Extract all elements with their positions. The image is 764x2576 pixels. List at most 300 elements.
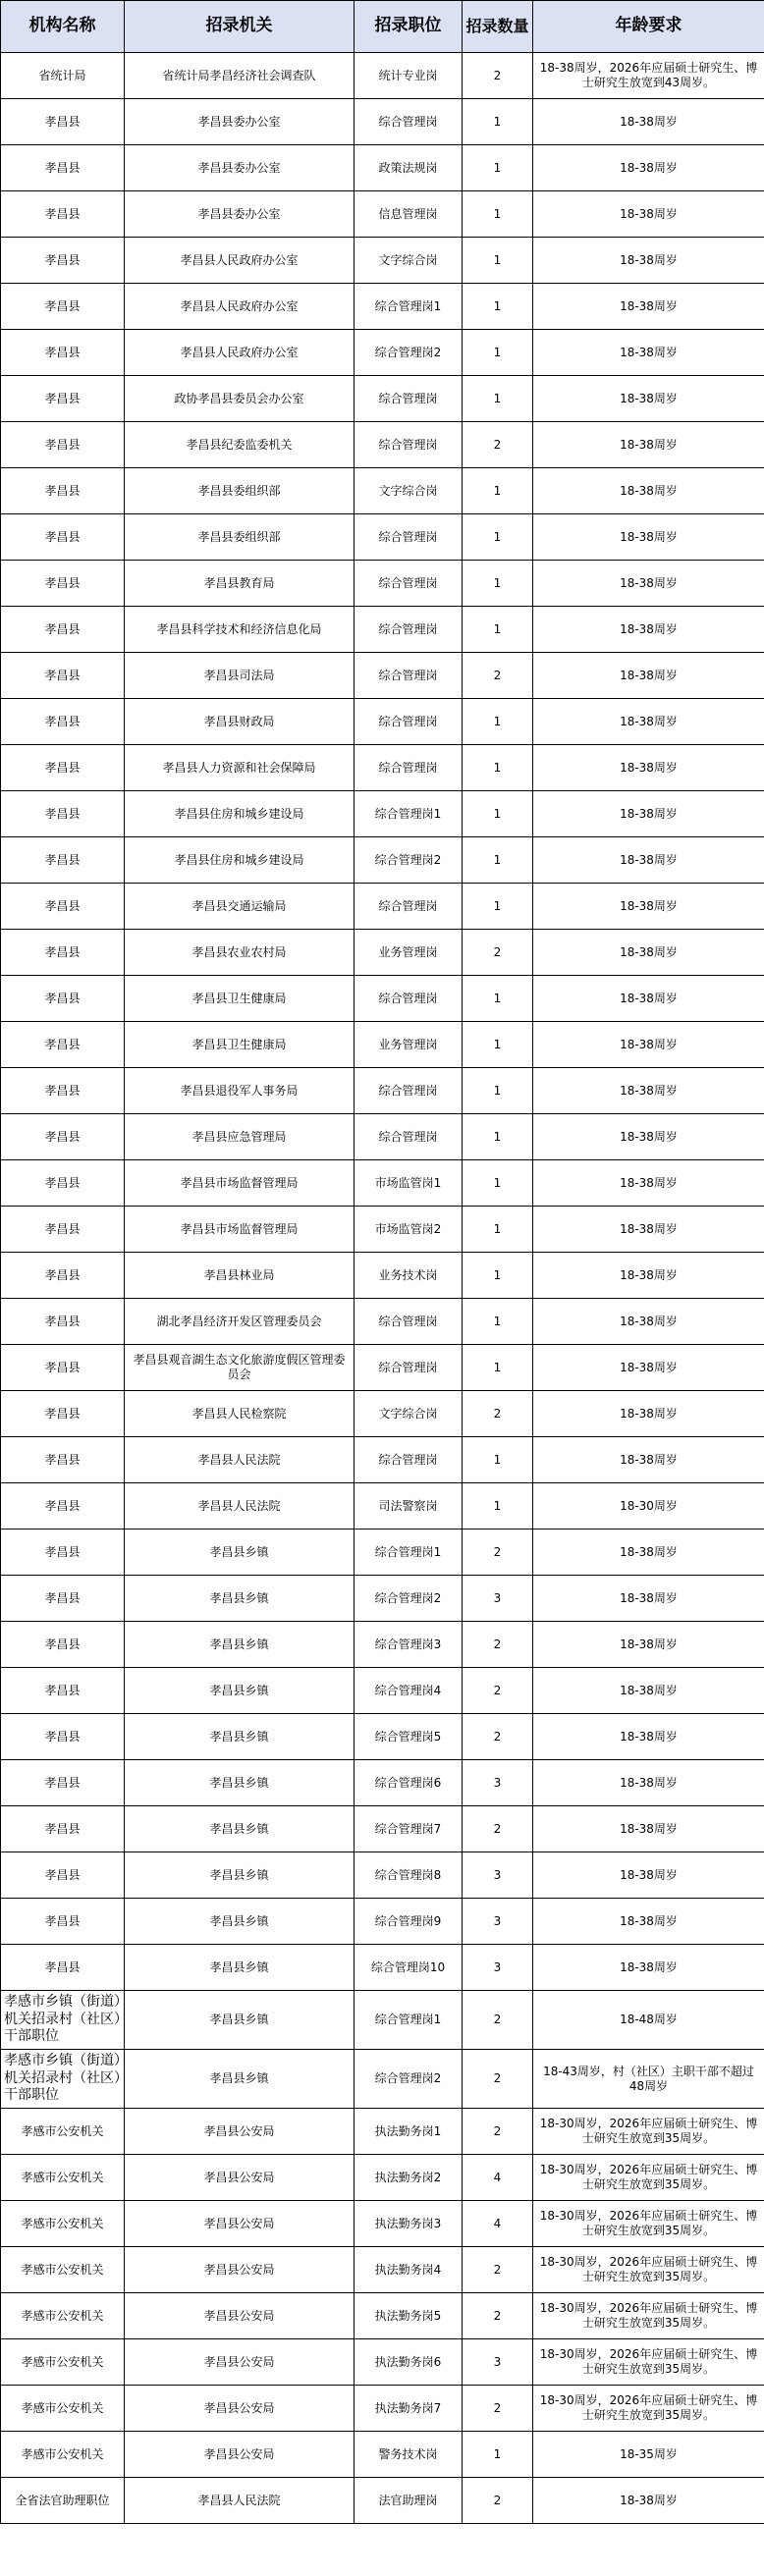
cell-agency: 孝昌县人民政府办公室: [125, 330, 355, 376]
cell-agency: 孝昌县司法局: [125, 653, 355, 699]
cell-count: 1: [463, 607, 533, 653]
cell-position: 执法勤务岗5: [355, 2293, 463, 2339]
cell-age: 18-38周岁: [533, 1945, 764, 1991]
table-row: [1, 1160, 764, 1207]
cell-position: 综合管理岗2: [355, 2050, 463, 2109]
cell-count: 2: [463, 2386, 533, 2432]
cell-org: 孝昌县: [1, 1945, 125, 1991]
cell-position: 执法勤务岗3: [355, 2201, 463, 2247]
table-row: [1, 53, 764, 99]
cell-position: 综合管理岗9: [355, 1899, 463, 1945]
cell-position: 综合管理岗: [355, 699, 463, 745]
cell-age: 18-38周岁: [533, 376, 764, 422]
cell-age: 18-38周岁: [533, 653, 764, 699]
cell-position: 综合管理岗: [355, 376, 463, 422]
table-row: [1, 1437, 764, 1483]
cell-count: 1: [463, 1068, 533, 1114]
cell-count: 1: [463, 699, 533, 745]
cell-position: 综合管理岗10: [355, 1945, 463, 1991]
cell-age: 18-38周岁: [533, 1852, 764, 1899]
table-row: [1, 1622, 764, 1668]
table-row: [1, 2339, 764, 2386]
cell-org: 孝昌县: [1, 791, 125, 837]
cell-position: 业务技术岗: [355, 1253, 463, 1299]
table-row: [1, 930, 764, 976]
cell-agency: 省统计局孝昌经济社会调查队: [125, 53, 355, 99]
cell-position: 法官助理岗: [355, 2478, 463, 2524]
cell-age: 18-38周岁: [533, 191, 764, 238]
cell-agency: 孝昌县卫生健康局: [125, 1022, 355, 1068]
cell-agency: 孝昌县教育局: [125, 561, 355, 607]
cell-count: 1: [463, 1114, 533, 1160]
cell-age: 18-38周岁: [533, 976, 764, 1022]
table-row: [1, 607, 764, 653]
table-row: [1, 1899, 764, 1945]
cell-position: 综合管理岗1: [355, 791, 463, 837]
cell-agency: 孝昌县乡镇: [125, 1945, 355, 1991]
cell-count: 1: [463, 1437, 533, 1483]
cell-agency: 孝昌县住房和城乡建设局: [125, 837, 355, 884]
cell-agency: 孝昌县公安局: [125, 2155, 355, 2201]
cell-count: 1: [463, 745, 533, 791]
cell-age: 18-38周岁: [533, 1714, 764, 1760]
cell-age: 18-35周岁: [533, 2432, 764, 2478]
cell-agency: 孝昌县人力资源和社会保障局: [125, 745, 355, 791]
table-row: [1, 791, 764, 837]
cell-count: 1: [463, 284, 533, 330]
table-row: [1, 2201, 764, 2247]
cell-position: 综合管理岗5: [355, 1714, 463, 1760]
cell-org: 孝昌县: [1, 1022, 125, 1068]
table-row: [1, 514, 764, 561]
cell-agency: 孝昌县乡镇: [125, 1899, 355, 1945]
table-row: [1, 468, 764, 514]
cell-position: 综合管理岗1: [355, 1530, 463, 1576]
cell-org: 孝感市乡镇（街道）机关招录村（社区）干部职位: [1, 1991, 125, 2050]
cell-org: 孝昌县: [1, 1391, 125, 1437]
cell-position: 综合管理岗8: [355, 1852, 463, 1899]
cell-age: 18-38周岁: [533, 1160, 764, 1207]
cell-position: 综合管理岗2: [355, 1576, 463, 1622]
cell-agency: 孝昌县财政局: [125, 699, 355, 745]
cell-count: 3: [463, 2339, 533, 2386]
cell-org: 孝昌县: [1, 1714, 125, 1760]
cell-org: 孝昌县: [1, 1253, 125, 1299]
cell-position: 综合管理岗: [355, 976, 463, 1022]
table-row: [1, 422, 764, 468]
cell-agency: 孝昌县农业农村局: [125, 930, 355, 976]
cell-org: 孝昌县: [1, 468, 125, 514]
table-row: [1, 1207, 764, 1253]
cell-age: 18-30周岁，2026年应届硕士研究生、博士研究生放宽到35周岁。: [533, 2155, 764, 2201]
cell-age: 18-38周岁: [533, 1345, 764, 1391]
cell-position: 综合管理岗: [355, 514, 463, 561]
cell-org: 全省法官助理职位: [1, 2478, 125, 2524]
cell-age: 18-38周岁: [533, 1530, 764, 1576]
table-row: [1, 699, 764, 745]
cell-position: 市场监管岗1: [355, 1160, 463, 1207]
cell-age: 18-38周岁: [533, 884, 764, 930]
cell-count: 1: [463, 791, 533, 837]
table-row: [1, 376, 764, 422]
cell-age: 18-38周岁，2026年应届硕士研究生、博士研究生放宽到43周岁。: [533, 53, 764, 99]
cell-position: 统计专业岗: [355, 53, 463, 99]
cell-org: 孝昌县: [1, 99, 125, 145]
cell-agency: 孝昌县乡镇: [125, 1806, 355, 1852]
cell-count: 3: [463, 1899, 533, 1945]
cell-count: 2: [463, 2247, 533, 2293]
cell-count: 2: [463, 653, 533, 699]
cell-count: 3: [463, 1852, 533, 1899]
cell-age: 18-38周岁: [533, 1114, 764, 1160]
cell-position: 执法勤务岗7: [355, 2386, 463, 2432]
cell-org: 孝昌县: [1, 1437, 125, 1483]
table-row: [1, 2478, 764, 2524]
cell-count: 2: [463, 1622, 533, 1668]
table-row: [1, 1022, 764, 1068]
cell-age: 18-38周岁: [533, 1576, 764, 1622]
cell-count: 2: [463, 2050, 533, 2109]
cell-agency: 孝昌县人民法院: [125, 1483, 355, 1530]
table-row: [1, 2293, 764, 2339]
cell-count: 1: [463, 976, 533, 1022]
cell-org: 孝昌县: [1, 1483, 125, 1530]
table-row: [1, 1668, 764, 1714]
cell-agency: 孝昌县卫生健康局: [125, 976, 355, 1022]
cell-agency: 孝昌县委办公室: [125, 145, 355, 191]
table-row: [1, 1530, 764, 1576]
cell-count: 1: [463, 1207, 533, 1253]
cell-age: 18-38周岁: [533, 791, 764, 837]
table-row: [1, 2432, 764, 2478]
cell-agency: 孝昌县公安局: [125, 2109, 355, 2155]
cell-agency: 孝昌县乡镇: [125, 1530, 355, 1576]
cell-agency: 孝昌县委组织部: [125, 468, 355, 514]
cell-position: 政策法规岗: [355, 145, 463, 191]
cell-position: 信息管理岗: [355, 191, 463, 238]
table-row: [1, 1345, 764, 1391]
cell-count: 2: [463, 930, 533, 976]
cell-org: 孝昌县: [1, 330, 125, 376]
table-row: [1, 1068, 764, 1114]
cell-agency: 孝昌县观音湖生态文化旅游度假区管理委员会: [125, 1345, 355, 1391]
cell-position: 综合管理岗: [355, 607, 463, 653]
cell-age: 18-38周岁: [533, 1668, 764, 1714]
table-row: [1, 145, 764, 191]
cell-agency: 孝昌县乡镇: [125, 1852, 355, 1899]
cell-count: 1: [463, 1022, 533, 1068]
cell-position: 综合管理岗1: [355, 1991, 463, 2050]
cell-position: 综合管理岗2: [355, 330, 463, 376]
cell-org: 孝昌县: [1, 884, 125, 930]
cell-age: 18-38周岁: [533, 514, 764, 561]
cell-org: 孝昌县: [1, 976, 125, 1022]
cell-position: 执法勤务岗4: [355, 2247, 463, 2293]
cell-position: 业务管理岗: [355, 1022, 463, 1068]
cell-position: 综合管理岗: [355, 1114, 463, 1160]
cell-count: 2: [463, 2478, 533, 2524]
cell-age: 18-38周岁: [533, 1022, 764, 1068]
cell-agency: 孝昌县公安局: [125, 2247, 355, 2293]
cell-org: 孝感市公安机关: [1, 2247, 125, 2293]
cell-agency: 孝昌县乡镇: [125, 2050, 355, 2109]
cell-count: 4: [463, 2155, 533, 2201]
cell-org: 孝感市公安机关: [1, 2293, 125, 2339]
cell-position: 综合管理岗7: [355, 1806, 463, 1852]
cell-agency: 孝昌县人民法院: [125, 1437, 355, 1483]
cell-age: 18-43周岁，村（社区）主职干部不超过48周岁: [533, 2050, 764, 2109]
cell-age: 18-38周岁: [533, 1760, 764, 1806]
cell-count: 2: [463, 1391, 533, 1437]
cell-org: 孝昌县: [1, 514, 125, 561]
cell-position: 综合管理岗6: [355, 1760, 463, 1806]
cell-org: 孝感市公安机关: [1, 2109, 125, 2155]
cell-org: 孝昌县: [1, 607, 125, 653]
cell-count: 1: [463, 1253, 533, 1299]
cell-agency: 孝昌县公安局: [125, 2293, 355, 2339]
cell-org: 孝昌县: [1, 653, 125, 699]
cell-age: 18-38周岁: [533, 145, 764, 191]
header-age: 年龄要求: [533, 1, 764, 53]
cell-agency: 孝昌县林业局: [125, 1253, 355, 1299]
cell-count: 2: [463, 1991, 533, 2050]
cell-age: 18-38周岁: [533, 930, 764, 976]
cell-position: 文字综合岗: [355, 238, 463, 284]
table-row: [1, 1299, 764, 1345]
cell-position: 综合管理岗: [355, 1068, 463, 1114]
cell-age: 18-38周岁: [533, 1068, 764, 1114]
table-row: [1, 1760, 764, 1806]
table-row: [1, 1852, 764, 1899]
cell-age: 18-38周岁: [533, 1299, 764, 1345]
cell-agency: 孝昌县住房和城乡建设局: [125, 791, 355, 837]
cell-count: 2: [463, 53, 533, 99]
cell-age: 18-30周岁: [533, 1483, 764, 1530]
cell-count: 1: [463, 238, 533, 284]
cell-position: 综合管理岗: [355, 1299, 463, 1345]
cell-age: 18-38周岁: [533, 561, 764, 607]
cell-count: 2: [463, 2293, 533, 2339]
cell-agency: 孝昌县交通运输局: [125, 884, 355, 930]
cell-org: 孝昌县: [1, 1852, 125, 1899]
cell-agency: 孝昌县人民法院: [125, 2478, 355, 2524]
cell-age: 18-38周岁: [533, 1391, 764, 1437]
cell-position: 综合管理岗4: [355, 1668, 463, 1714]
cell-org: 孝昌县: [1, 1760, 125, 1806]
header-count: 招录数量: [463, 1, 533, 53]
cell-agency: 孝昌县人民检察院: [125, 1391, 355, 1437]
table-header: [1, 1, 764, 53]
cell-age: 18-38周岁: [533, 1899, 764, 1945]
cell-position: 综合管理岗2: [355, 837, 463, 884]
cell-age: 18-30周岁，2026年应届硕士研究生、博士研究生放宽到35周岁。: [533, 2201, 764, 2247]
cell-org: 孝昌县: [1, 561, 125, 607]
table-row: [1, 2247, 764, 2293]
cell-org: 孝昌县: [1, 1576, 125, 1622]
cell-age: 18-38周岁: [533, 1806, 764, 1852]
cell-position: 综合管理岗1: [355, 284, 463, 330]
cell-age: 18-38周岁: [533, 99, 764, 145]
table-row: [1, 1714, 764, 1760]
cell-age: 18-38周岁: [533, 745, 764, 791]
cell-org: 孝昌县: [1, 745, 125, 791]
cell-position: 综合管理岗: [355, 99, 463, 145]
table-row: [1, 976, 764, 1022]
cell-age: 18-30周岁，2026年应届硕士研究生、博士研究生放宽到35周岁。: [533, 2109, 764, 2155]
cell-count: 1: [463, 1299, 533, 1345]
table-row: [1, 1945, 764, 1991]
cell-agency: 孝昌县退役军人事务局: [125, 1068, 355, 1114]
table-row: [1, 1114, 764, 1160]
cell-position: 综合管理岗: [355, 1437, 463, 1483]
cell-position: 业务管理岗: [355, 930, 463, 976]
cell-agency: 孝昌县公安局: [125, 2386, 355, 2432]
table-row: [1, 884, 764, 930]
cell-position: 综合管理岗: [355, 653, 463, 699]
cell-position: 文字综合岗: [355, 468, 463, 514]
cell-count: 4: [463, 2201, 533, 2247]
cell-agency: 孝昌县委办公室: [125, 191, 355, 238]
cell-count: 2: [463, 422, 533, 468]
cell-count: 1: [463, 376, 533, 422]
cell-org: 孝昌县: [1, 238, 125, 284]
cell-org: 孝昌县: [1, 191, 125, 238]
cell-position: 警务技术岗: [355, 2432, 463, 2478]
cell-position: 综合管理岗: [355, 745, 463, 791]
cell-org: 孝昌县: [1, 1899, 125, 1945]
cell-age: 18-38周岁: [533, 1207, 764, 1253]
cell-position: 市场监管岗2: [355, 1207, 463, 1253]
cell-org: 孝昌县: [1, 930, 125, 976]
table-row: [1, 284, 764, 330]
table-row: [1, 561, 764, 607]
cell-org: 孝昌县: [1, 422, 125, 468]
cell-org: 孝昌县: [1, 837, 125, 884]
header-row: [1, 1, 764, 53]
cell-org: 孝昌县: [1, 284, 125, 330]
cell-agency: 湖北孝昌经济开发区管理委员会: [125, 1299, 355, 1345]
table-row: [1, 2386, 764, 2432]
cell-org: 孝昌县: [1, 1668, 125, 1714]
cell-position: 执法勤务岗6: [355, 2339, 463, 2386]
cell-org: 孝昌县: [1, 376, 125, 422]
cell-org: 孝昌县: [1, 1345, 125, 1391]
cell-count: 1: [463, 191, 533, 238]
table-row: [1, 1391, 764, 1437]
cell-age: 18-38周岁: [533, 1253, 764, 1299]
cell-count: 1: [463, 330, 533, 376]
cell-agency: 孝昌县乡镇: [125, 1991, 355, 2050]
cell-agency: 孝昌县人民政府办公室: [125, 238, 355, 284]
cell-count: 1: [463, 2432, 533, 2478]
cell-count: 1: [463, 1483, 533, 1530]
cell-position: 文字综合岗: [355, 1391, 463, 1437]
cell-agency: 孝昌县委办公室: [125, 99, 355, 145]
table-row: [1, 1576, 764, 1622]
cell-org: 孝感市公安机关: [1, 2432, 125, 2478]
cell-age: 18-30周岁，2026年应届硕士研究生、博士研究生放宽到35周岁。: [533, 2386, 764, 2432]
cell-agency: 孝昌县委组织部: [125, 514, 355, 561]
cell-agency: 孝昌县纪委监委机关: [125, 422, 355, 468]
cell-age: 18-38周岁: [533, 284, 764, 330]
cell-age: 18-38周岁: [533, 2478, 764, 2524]
cell-position: 司法警察岗: [355, 1483, 463, 1530]
cell-agency: 孝昌县乡镇: [125, 1622, 355, 1668]
table-row: [1, 2109, 764, 2155]
cell-count: 2: [463, 2109, 533, 2155]
table-body: [1, 53, 764, 2524]
table-row: [1, 2155, 764, 2201]
cell-org: 孝昌县: [1, 1114, 125, 1160]
cell-age: 18-30周岁，2026年应届硕士研究生、博士研究生放宽到35周岁。: [533, 2293, 764, 2339]
cell-position: 执法勤务岗2: [355, 2155, 463, 2201]
cell-position: 综合管理岗: [355, 561, 463, 607]
cell-org: 省统计局: [1, 53, 125, 99]
cell-count: 1: [463, 99, 533, 145]
cell-count: 3: [463, 1945, 533, 1991]
cell-count: 1: [463, 837, 533, 884]
cell-org: 孝昌县: [1, 1622, 125, 1668]
cell-org: 孝感市乡镇（街道）机关招录村（社区）干部职位: [1, 2050, 125, 2109]
cell-count: 2: [463, 1714, 533, 1760]
cell-org: 孝感市公安机关: [1, 2201, 125, 2247]
cell-count: 3: [463, 1576, 533, 1622]
cell-org: 孝昌县: [1, 1299, 125, 1345]
cell-age: 18-30周岁，2026年应届硕士研究生、博士研究生放宽到35周岁。: [533, 2339, 764, 2386]
cell-agency: 孝昌县应急管理局: [125, 1114, 355, 1160]
cell-age: 18-48周岁: [533, 1991, 764, 2050]
cell-count: 1: [463, 145, 533, 191]
cell-org: 孝昌县: [1, 1207, 125, 1253]
table-row: [1, 1991, 764, 2050]
cell-count: 1: [463, 468, 533, 514]
cell-age: 18-38周岁: [533, 422, 764, 468]
cell-count: 2: [463, 1806, 533, 1852]
cell-age: 18-38周岁: [533, 238, 764, 284]
cell-agency: 孝昌县市场监督管理局: [125, 1160, 355, 1207]
table-row: [1, 1806, 764, 1852]
cell-org: 孝感市公安机关: [1, 2386, 125, 2432]
cell-count: 2: [463, 1530, 533, 1576]
cell-agency: 孝昌县公安局: [125, 2432, 355, 2478]
cell-age: 18-38周岁: [533, 1622, 764, 1668]
cell-age: 18-38周岁: [533, 468, 764, 514]
header-agency: 招录机关: [125, 1, 355, 53]
cell-age: 18-38周岁: [533, 837, 764, 884]
cell-count: 1: [463, 884, 533, 930]
table-row: [1, 653, 764, 699]
header-position: 招录职位: [355, 1, 463, 53]
header-org: 机构名称: [1, 1, 125, 53]
cell-age: 18-30周岁，2026年应届硕士研究生、博士研究生放宽到35周岁。: [533, 2247, 764, 2293]
cell-org: 孝昌县: [1, 1530, 125, 1576]
cell-count: 3: [463, 1760, 533, 1806]
cell-org: 孝感市公安机关: [1, 2339, 125, 2386]
cell-agency: 孝昌县公安局: [125, 2339, 355, 2386]
cell-age: 18-38周岁: [533, 699, 764, 745]
cell-agency: 孝昌县市场监督管理局: [125, 1207, 355, 1253]
table-row: [1, 837, 764, 884]
cell-agency: 孝昌县乡镇: [125, 1760, 355, 1806]
table-row: [1, 330, 764, 376]
cell-agency: 孝昌县科学技术和经济信息化局: [125, 607, 355, 653]
cell-position: 综合管理岗: [355, 1345, 463, 1391]
cell-org: 孝昌县: [1, 1160, 125, 1207]
cell-org: 孝昌县: [1, 1068, 125, 1114]
table-row: [1, 1483, 764, 1530]
cell-agency: 孝昌县人民政府办公室: [125, 284, 355, 330]
cell-count: 1: [463, 1160, 533, 1207]
